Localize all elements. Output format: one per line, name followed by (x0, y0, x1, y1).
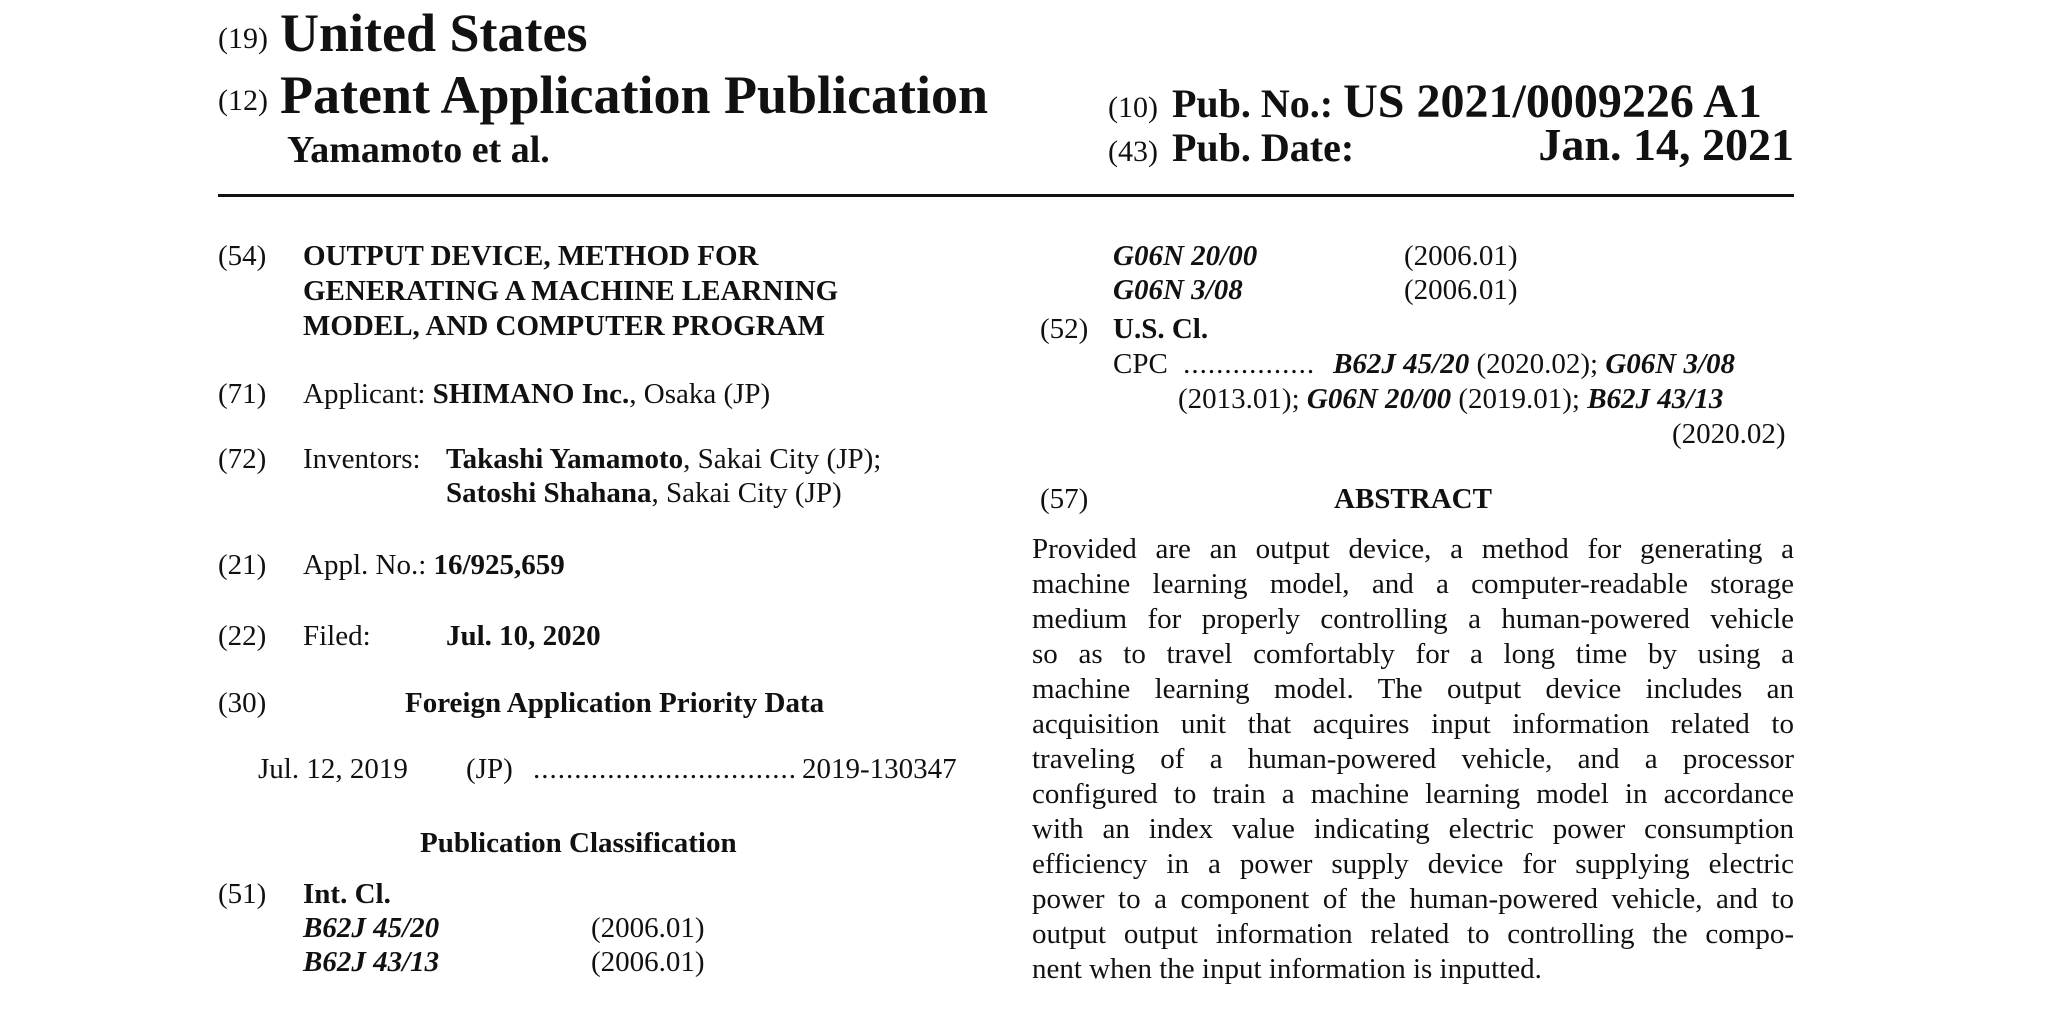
inid-code: (51) (218, 878, 267, 910)
cpc-class: B62J 45/20 (1333, 348, 1470, 380)
header-divider (218, 194, 1794, 197)
inid-code: (10) (1108, 91, 1158, 124)
country-name: United States (279, 3, 588, 63)
int-cl-label: Int. Cl. (303, 878, 391, 910)
inventor-name: Satoshi Shahana (446, 477, 652, 509)
applicant-row (303, 378, 770, 411)
abstract-line: output output information related to controlling the compo- (1032, 918, 1794, 950)
int-cl-version: (2006.01) (591, 912, 705, 944)
inid-code: (71) (218, 378, 267, 410)
cpc-class: G06N 20/00 (1306, 383, 1452, 415)
country-heading (218, 2, 587, 64)
cpc-version: (2020.02) (1672, 418, 1786, 450)
abstract-line: machine learning model, and a computer-readable storage (1032, 568, 1794, 600)
abstract-line: with an index value indicating electric power consumption (1032, 813, 1794, 845)
priority-number: 2019-130347 (802, 753, 957, 785)
inventor-entry (446, 477, 842, 510)
abstract-line: so as to travel comfortably for a long time by using a (1032, 638, 1794, 670)
first-inventor-short: Yamamoto et al. (287, 129, 550, 171)
inid-code: (72) (218, 443, 267, 475)
inventor-location: , Sakai City (JP) (651, 477, 842, 509)
publication-type: Patent Application Publication (279, 65, 989, 125)
int-cl-version: (2006.01) (1404, 240, 1518, 272)
int-cl-class: G06N 3/08 (1113, 274, 1243, 306)
cpc-version: (2013.01); (1178, 383, 1300, 415)
abstract-line: medium for properly controlling a human-powered vehicle (1032, 603, 1794, 635)
abstract-line: acquisition unit that acquires input information related to (1032, 708, 1794, 740)
abstract-line: efficiency in a power supply device for supplying electric (1032, 848, 1794, 880)
filed-label: Filed: (303, 620, 371, 652)
publication-date-row (1108, 119, 1794, 171)
title-line: OUTPUT DEVICE, METHOD FOR (303, 240, 759, 272)
cpc-line-1 (1113, 348, 1735, 381)
inid-code: (19) (218, 22, 268, 55)
publication-classification-heading: Publication Classification (420, 827, 737, 859)
pub-no-label: Pub. No.: (1171, 81, 1334, 126)
priority-date: Jul. 12, 2019 (258, 753, 408, 785)
inid-code: (43) (1108, 135, 1158, 168)
title-line: MODEL, AND COMPUTER PROGRAM (303, 310, 825, 342)
inid-code: (22) (218, 620, 267, 652)
int-cl-version: (2006.01) (591, 946, 705, 978)
abstract-line: traveling of a human-powered vehicle, and a processor (1032, 743, 1794, 775)
inid-code: (30) (218, 687, 267, 719)
cpc-label: CPC (1113, 348, 1168, 380)
priority-country: (JP) (466, 753, 513, 785)
us-cl-label: U.S. Cl. (1113, 313, 1209, 345)
cpc-class: B62J 43/13 (1587, 383, 1724, 415)
abstract-line: nent when the input information is inputted. (1032, 953, 1542, 985)
leader-dots: ................................ (533, 753, 797, 785)
applicant-location: , Osaka (JP) (629, 378, 771, 410)
inid-code: (12) (218, 84, 268, 117)
appl-no-label: Appl. No.: (303, 549, 427, 581)
applicant-name: SHIMANO Inc. (432, 378, 630, 410)
cpc-version: (2020.02); (1476, 348, 1599, 380)
cpc-version: (2019.01); (1458, 383, 1580, 415)
pub-no-value: US 2021/0009226 A1 (1343, 75, 1762, 128)
cpc-line-2 (1178, 383, 1723, 416)
pub-date-label: Pub. Date: (1171, 125, 1355, 170)
int-cl-class: B62J 43/13 (303, 946, 440, 978)
filed-value: Jul. 10, 2020 (446, 620, 601, 652)
title-line: GENERATING A MACHINE LEARNING (303, 275, 839, 307)
publication-type-heading (218, 64, 988, 126)
foreign-priority-heading: Foreign Application Priority Data (405, 687, 825, 719)
int-cl-version: (2006.01) (1404, 274, 1518, 306)
abstract-body (1032, 532, 1794, 987)
inid-code: (54) (218, 240, 267, 272)
abstract-line: power to a component of the human-powered vehicle, and to (1032, 883, 1794, 915)
inid-code: (21) (218, 549, 267, 581)
applicant-label: Applicant: (303, 378, 426, 410)
abstract-line: machine learning model. The output device includes an (1032, 673, 1794, 705)
int-cl-class: G06N 20/00 (1113, 240, 1258, 272)
inventor-name: Takashi Yamamoto (446, 443, 684, 475)
inid-code: (57) (1040, 483, 1089, 515)
int-cl-class: B62J 45/20 (303, 912, 440, 944)
inventors-label: Inventors: (303, 443, 421, 475)
appl-no-row (303, 549, 565, 582)
inventor-entry (446, 443, 881, 476)
cpc-class: G06N 3/08 (1605, 348, 1736, 380)
abstract-line: Provided are an output device, a method for generating a (1032, 533, 1794, 565)
inventor-location: , Sakai City (JP); (683, 443, 882, 475)
appl-no-value: 16/925,659 (433, 549, 565, 581)
inid-code: (52) (1040, 313, 1089, 345)
leader-dots: ................ (1183, 348, 1316, 380)
pub-date-value: Jan. 14, 2021 (1538, 119, 1794, 170)
abstract-heading: ABSTRACT (1334, 483, 1492, 515)
abstract-line: configured to train a machine learning model in accordance (1032, 778, 1794, 810)
